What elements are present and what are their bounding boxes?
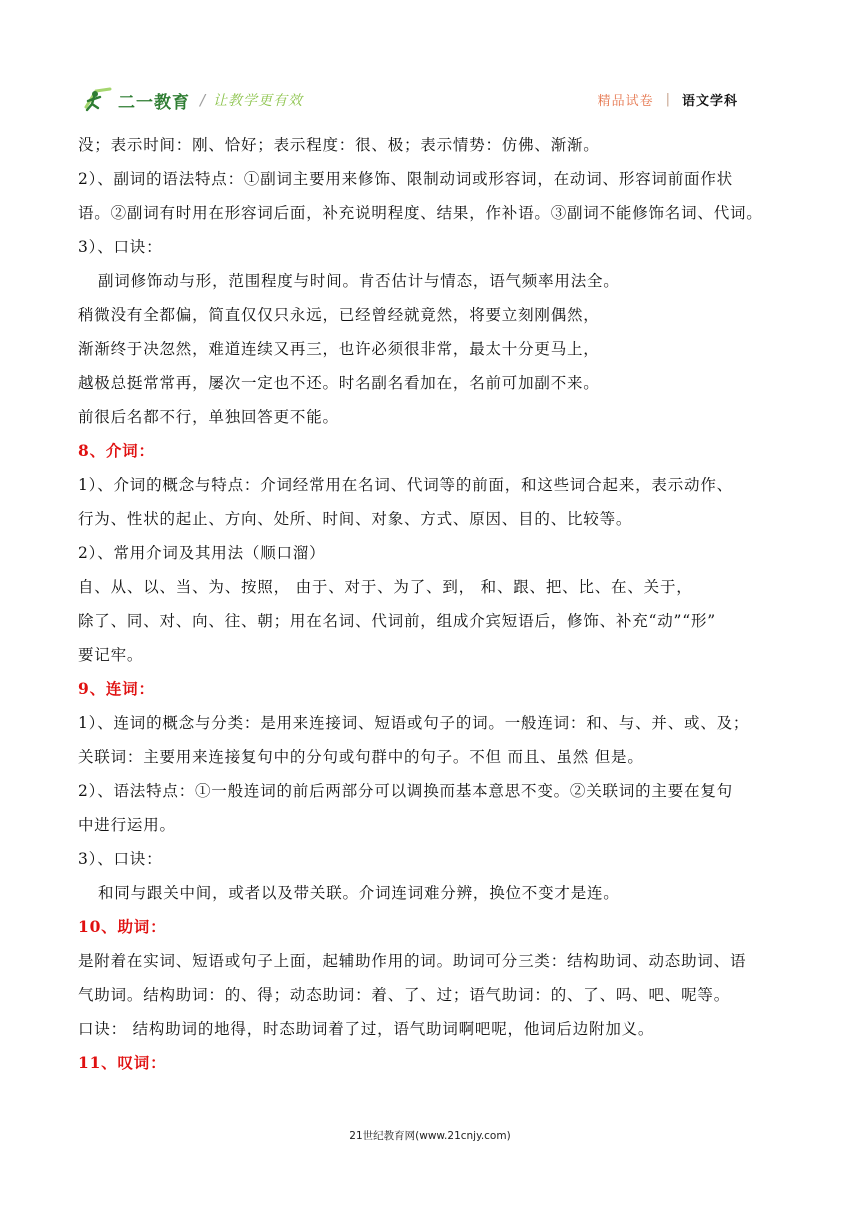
text-line: 1）、连词的概念与分类：是用来连接词、短语或句子的词。一般连词：和、与、并、或、及；: [78, 714, 750, 732]
text-line: 口诀： 结构助词的地得，时态助词着了过，语气助词啊吧呢，他词后边附加义。: [78, 1020, 655, 1038]
section-heading: 9、连词：: [78, 679, 155, 698]
text-line: 稍微没有全都偏，简直仅仅只永远，已经曾经就竟然，将要立刻刚偶然，: [78, 306, 600, 324]
text-line: 关联词：主要用来连接复句中的分句或句群中的句子。不但 而且、虽然 但是。: [78, 748, 644, 766]
text-line: 越极总挺常常再，屡次一定也不还。时名副名看加在，名前可加副不来。: [78, 374, 600, 392]
text-line: 和同与跟关中间，或者以及带关联。介词连词难分辨，换位不变才是连。: [98, 884, 620, 902]
document-body: [78, 128, 782, 1080]
paper-type-label: 精品试卷: [597, 94, 654, 109]
brand-name: 二一教育: [118, 92, 190, 113]
text-line: 副词修饰动与形，范围程度与时间。肯否估计与情态，语气频率用法全。: [98, 272, 620, 290]
text-line: 自、从、以、当、为、按照， 由于、对于、为了、到， 和、跟、把、比、在、关于，: [78, 578, 693, 596]
section-heading: 8、介词：: [78, 441, 155, 460]
runner-logo-icon: [82, 87, 114, 113]
header-separator: |: [665, 92, 670, 107]
text-line: 没；表示时间：刚、恰好；表示程度：很、极；表示情势：仿佛、渐渐。: [78, 136, 600, 154]
text-line: 要记牢。: [78, 646, 144, 664]
text-line: 3）、口诀：: [78, 238, 163, 256]
subject-label: 语文学科: [681, 94, 738, 109]
logo: [82, 86, 303, 114]
text-line: 渐渐终于决忽然，难道连续又再三，也许必须很非常，最太十分更马上，: [78, 340, 600, 358]
section-heading: 11、叹词：: [78, 1053, 167, 1072]
text-line: 1）、介词的概念与特点：介词经常用在名词、代词等的前面，和这些词合起来，表示动作、: [78, 476, 733, 494]
page-footer: 21世纪教育网(www.21cnjy.com): [349, 1130, 511, 1142]
text-line: 语。②副词有时用在形容词后面，补充说明程度、结果，作补语。③副词不能修饰名词、代词。: [78, 204, 763, 222]
brand-divider: /: [200, 91, 206, 109]
slogan: 让教学更有效: [213, 93, 304, 109]
header-right: [598, 90, 738, 109]
text-line: 气助词。结构助词：的、得；动态助词：着、了、过；语气助词：的、了、吗、吧、呢等。: [78, 986, 731, 1004]
text-line: 前很后名都不行，单独回答更不能。: [78, 408, 339, 426]
text-line: 2）、常用介词及其用法（顺口溜）: [78, 544, 326, 562]
page-header: [0, 0, 860, 125]
text-line: 2）、语法特点：①一般连词的前后两部分可以调换而基本意思不变。②关联词的主要在复句: [78, 782, 733, 800]
text-line: 3）、口诀：: [78, 850, 163, 868]
section-heading: 10、助词：: [78, 917, 167, 936]
text-line: 是附着在实词、短语或句子上面，起辅助作用的词。助词可分三类：结构助词、动态助词、语: [78, 952, 747, 970]
text-line: 中进行运用。: [78, 816, 176, 834]
text-line: 除了、同、对、向、往、朝；用在名词、代词前，组成介宾短语后，修饰、补充“动”“形”: [78, 612, 716, 630]
text-line: 行为、性状的起止、方向、处所、时间、对象、方式、原因、目的、比较等。: [78, 510, 633, 528]
text-line: 2）、副词的语法特点：①副词主要用来修饰、限制动词或形容词，在动词、形容词前面作状: [78, 170, 733, 188]
